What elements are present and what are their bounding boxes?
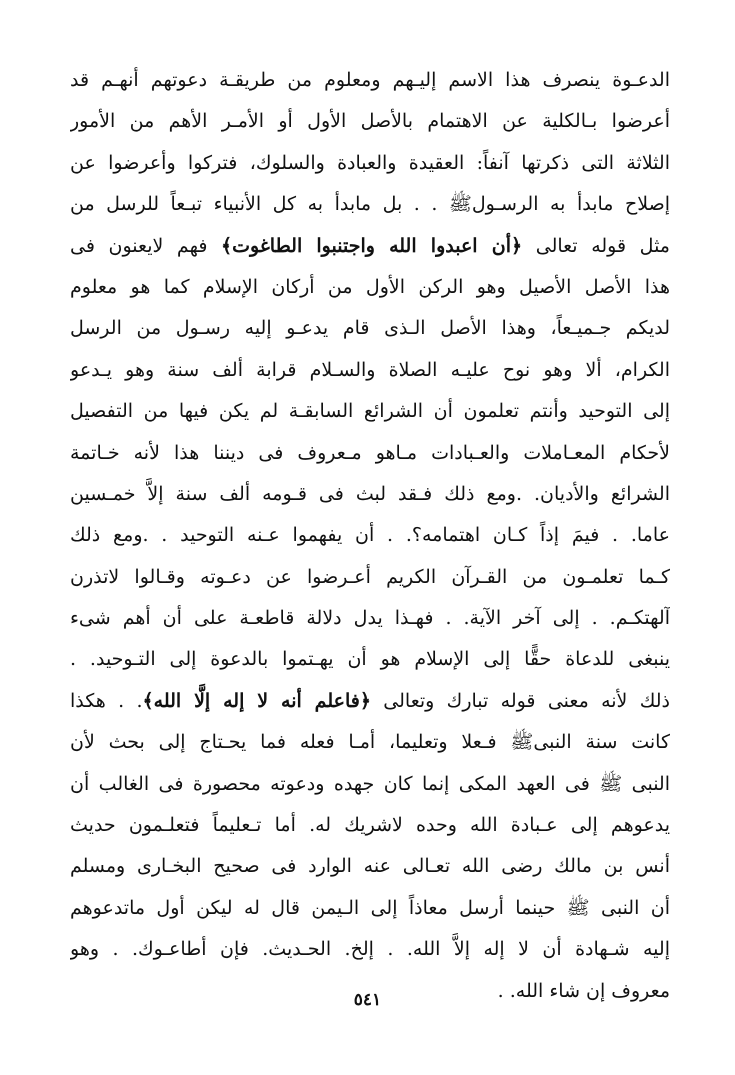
text-line-with-quote — [70, 681, 670, 722]
text-line: آلهتكـم. . إلى آخر الآية. . فهـذا يدل دلالة قاطعـة على أن أهم شىء — [70, 607, 670, 630]
text-line: النبى ﷺ فى العهد المكى إنما كان جهده ودعوته محصورة فى الغالب أن — [70, 772, 670, 795]
text-line: الكرام، ألا وهو نوح عليـه الصلاة والسـلام قرابة ألف سنة وهو يـدعو — [70, 358, 670, 381]
text-line: هذا الأصل الأصيل وهو الركن الأول من أركان الإسلام كما هو معلوم — [70, 275, 670, 298]
quranic-quote: ﴿فاعلم أنه لا إله إلَّا الله﴾ — [142, 689, 371, 712]
text-line: الدعـوة ينصرف هذا الاسم إليـهم ومعلوم من طريقـة دعوتهم أنهـم قد — [70, 69, 670, 91]
text-line: يدعوهم إلى عـبادة الله وحده لاشريك له. أما تـعليماً فتعلـمون حديث — [70, 814, 670, 837]
text-line: إليه شـهادة أن لا إله إلاَّ الله. . إلخ. الحـديث. فإن أطاعـوك. . وهو — [70, 938, 670, 961]
text-line: لأحكام المعـاملات والعـبادات مـاهو مـعروف فى ديننا هذا لأنه خـاتمة — [70, 441, 670, 464]
text-line: إصلاح مابدأ به الرسـولﷺ . . بل مابدأ به كل الأنبياء تبـعاً للرسل من — [70, 193, 670, 216]
line-suffix: فهم لايعنون فى — [70, 234, 222, 257]
text-line: أن النبى ﷺ حينما أرسل معاذاً إلى الـيمن قال له ليكن أول ماتدعوهم — [70, 896, 670, 919]
text-line-last: معروف إن شاء الله. . — [497, 979, 670, 1002]
text-line: إلى التوحيد وأنتم تعلمون أن الشرائع السابقـة لم يكن فيها من التفصيل — [70, 400, 670, 423]
text-line: أنس بن مالك رضى الله تعـالى عنه الوارد فى صحيح البخـارى ومسلم — [70, 855, 670, 878]
quranic-quote: ﴿أن اعبدوا الله واجتنبوا الطاغوت﴾ — [221, 234, 523, 257]
line-suffix: . . هكذا — [70, 689, 143, 712]
page-number: ٥٤١ — [353, 990, 382, 1010]
text-line: لديكم جـميـعاً، وهذا الأصل الـذى قام يدعـو إليه رسـول من الرسل — [70, 317, 670, 340]
text-line: عاما. . فيمَ إذاً كـان اهتمامه؟. . أن يفهموا عـنه التوحيد . .ومع ذلك — [70, 524, 670, 547]
text-line: ينبغى للدعاة حقًّا إلى الإسلام هو أن يهـتموا بالدعوة إلى التـوحيد. . — [70, 648, 670, 671]
text-line: الثلاثة التى ذكرتها آنفاً: العقيدة والعبادة والسلوك، فتركوا وأعرضوا عن — [70, 151, 670, 174]
line-prefix: مثل قوله تعالى — [522, 234, 670, 257]
text-line: كانت سنة النبىﷺ فـعلا وتعليما، أمـا فعله فما يحـتاج إلى بحث لأن — [70, 731, 670, 754]
text-line-with-quote — [70, 226, 670, 267]
body-text — [70, 60, 670, 1012]
line-prefix: ذلك لأنه معنى قوله تبارك وتعالى — [370, 689, 670, 712]
text-line: أعرضوا بـالكلية عن الاهتمام بالأصل الأول أو الأمـر الأهم من الأمور — [70, 110, 670, 133]
text-line: كـما تعلمـون من القـرآن الكريم أعـرضوا عن دعـوته وقـالوا لاتذرن — [70, 565, 670, 588]
text-line: الشرائع والأديان. .ومع ذلك فـقد لبث فى قـومه ألف سنة إلاَّ خمـسين — [70, 482, 670, 505]
